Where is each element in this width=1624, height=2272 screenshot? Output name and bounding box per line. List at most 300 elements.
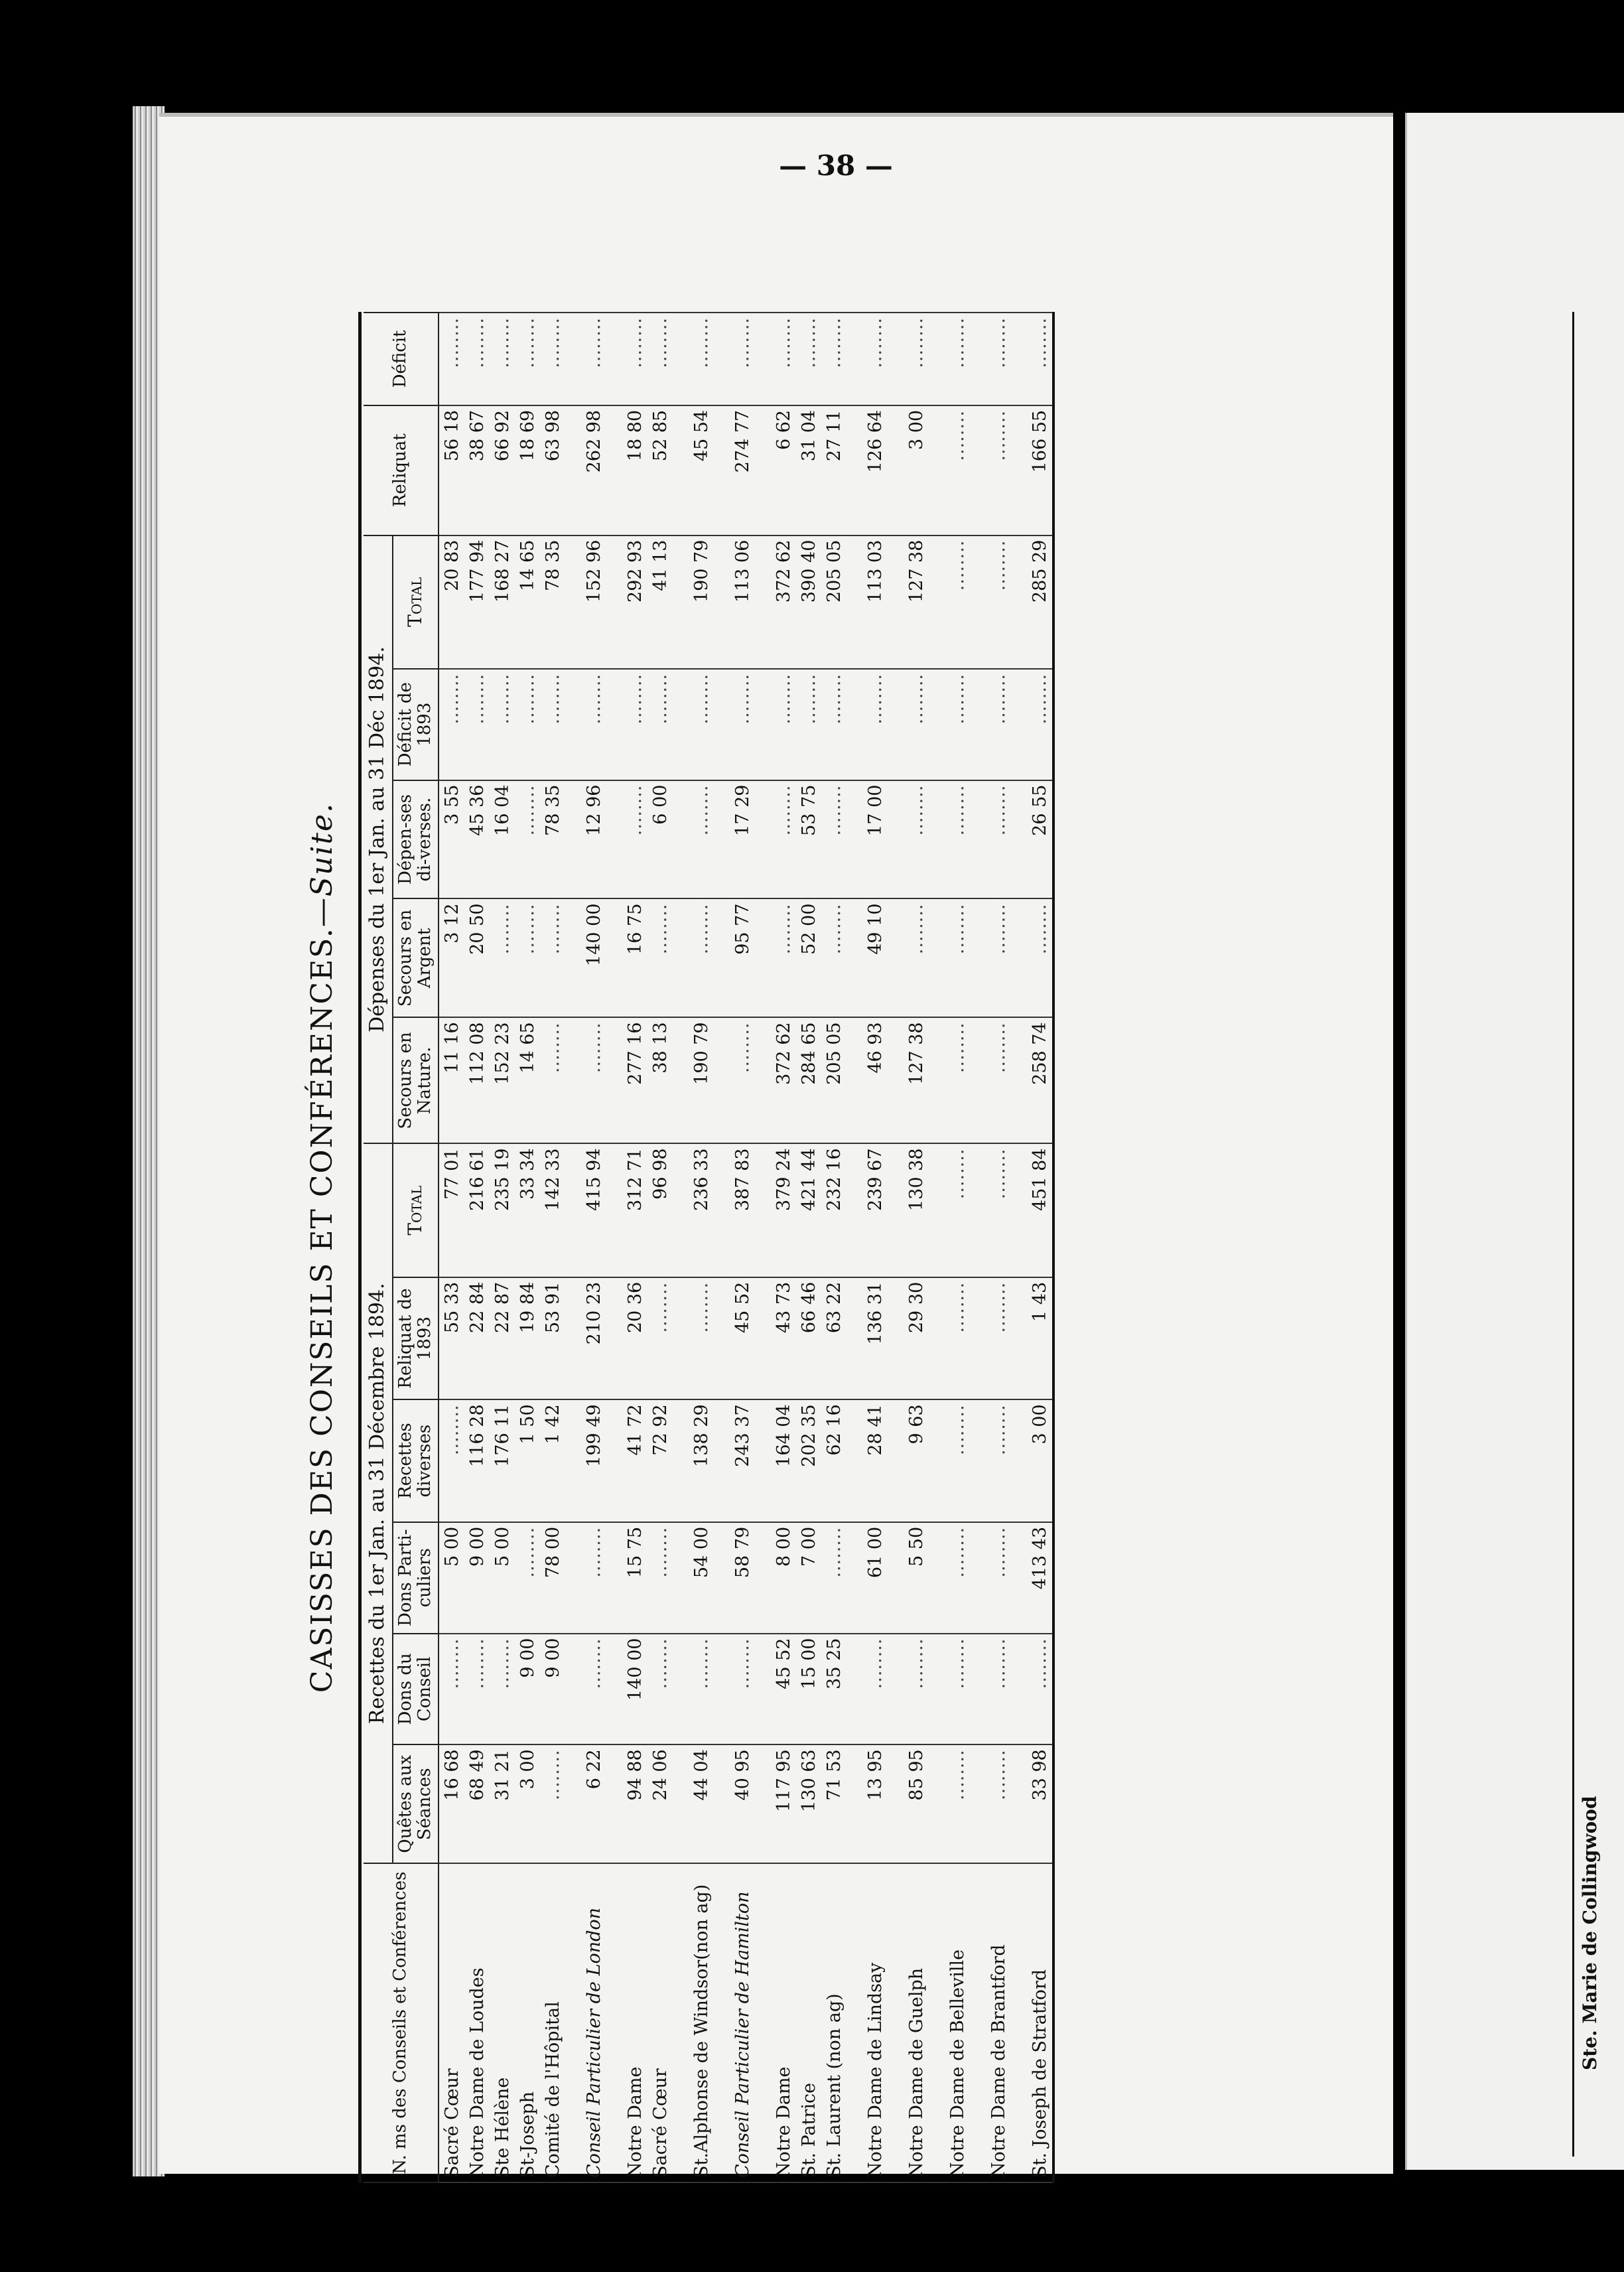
- cell-dep-div: 45 36: [464, 780, 490, 899]
- header-dons-particuliers: Dons Parti-culiers: [393, 1522, 439, 1634]
- cell-total-rec: 232 16: [821, 1143, 846, 1277]
- cell-reliquat: ........: [986, 405, 1011, 535]
- cell-deficit: ........: [581, 313, 606, 405]
- cell-dons-part: 8 00: [771, 1522, 796, 1634]
- cell-dons-conseil: ........: [945, 1634, 970, 1745]
- cell-reliquat93: ........: [945, 1277, 970, 1400]
- cell-sec-nat: 46 93: [862, 1017, 888, 1143]
- cell-dons-part: 9 00: [464, 1522, 490, 1634]
- cell-deficit: ........: [1027, 313, 1053, 405]
- header-quetes: Quêtes aux Séances: [393, 1744, 439, 1863]
- right-page-rule: [1572, 312, 1574, 2157]
- spacer-cell: [846, 1522, 862, 1634]
- cell-dons-conseil: 9 00: [540, 1634, 565, 1745]
- row-spacer: [673, 313, 689, 2182]
- cell-total-rec: 387 83: [730, 1143, 755, 1277]
- spacer-cell: [846, 1143, 862, 1277]
- cell-def93: ........: [464, 669, 490, 780]
- cell-sec-arg: ........: [515, 898, 540, 1017]
- spacer-cell: [755, 535, 771, 669]
- spacer-cell: [714, 780, 730, 899]
- cell-reliquat93: 22 84: [464, 1277, 490, 1400]
- cell-def93: ........: [730, 669, 755, 780]
- cell-sec-arg: ........: [904, 898, 929, 1017]
- cell-dons-conseil: ........: [464, 1634, 490, 1745]
- cell-quetes: 71 53: [821, 1744, 846, 1863]
- spacer-cell: [929, 1143, 945, 1277]
- table-row: [1027, 313, 1053, 2182]
- cell-deficit: ........: [730, 313, 755, 405]
- cell-def93: ........: [821, 669, 846, 780]
- spacer-cell: [888, 780, 904, 899]
- spacer-cell: [565, 1863, 581, 2182]
- cell-dep-div: 12 96: [581, 780, 606, 899]
- cell-total-rec: 130 38: [904, 1143, 929, 1277]
- spacer-cell: [970, 669, 986, 780]
- cell-total-rec: 312 71: [622, 1143, 647, 1277]
- spacer-cell: [565, 535, 581, 669]
- spacer-cell: [929, 405, 945, 535]
- spacer-cell: [970, 1277, 986, 1400]
- spacer-cell: [846, 313, 862, 405]
- spacer-cell: [606, 1277, 622, 1400]
- cell-total-dep: 78 35: [540, 535, 565, 669]
- cell-quetes: 117 95: [771, 1744, 796, 1863]
- cell-rec-div: 62 16: [821, 1399, 846, 1522]
- cell-dons-part: 54 00: [689, 1522, 714, 1634]
- cell-dons-conseil: 9 00: [515, 1634, 540, 1745]
- cell-total-dep: 292 93: [622, 535, 647, 669]
- cell-rec-div: 199 49: [581, 1399, 606, 1522]
- cell-dons-part: ........: [821, 1522, 846, 1634]
- rotated-table-block: [305, 312, 1327, 2183]
- cell-quetes: 85 95: [904, 1744, 929, 1863]
- spacer-cell: [755, 780, 771, 899]
- cell-deficit: ........: [689, 313, 714, 405]
- cell-dep-div: ........: [986, 780, 1011, 899]
- spacer-cell: [755, 1522, 771, 1634]
- spacer-cell: [846, 535, 862, 669]
- cell-deficit: ........: [821, 313, 846, 405]
- cell-rec-div: 116 28: [464, 1399, 490, 1522]
- cell-total-rec: 421 44: [796, 1143, 821, 1277]
- row-spacer: [565, 313, 581, 2182]
- spacer-cell: [846, 1017, 862, 1143]
- cell-rec-div: 41 72: [622, 1399, 647, 1522]
- spacer-cell: [673, 405, 689, 535]
- cell-reliquat93: 55 33: [439, 1277, 464, 1400]
- spacer-cell: [755, 1634, 771, 1745]
- header-receipts-group: Recettes du 1er Jan. au 31 Décembre 1894.: [364, 1143, 393, 1863]
- cell-dons-conseil: ........: [1027, 1634, 1053, 1745]
- cell-deficit: ........: [986, 313, 1011, 405]
- cell-sec-nat: 14 65: [515, 1017, 540, 1143]
- cell-dep-div: ........: [622, 780, 647, 899]
- cell-def93: ........: [490, 669, 515, 780]
- cell-sec-nat: 38 13: [647, 1017, 673, 1143]
- title-text: CASISSES DES CONSEILS ET CONFÉRENCES.: [305, 927, 339, 1693]
- spacer-cell: [565, 1744, 581, 1863]
- spacer-cell: [929, 1522, 945, 1634]
- title-suffix: —Suite.: [305, 802, 339, 928]
- spacer-cell: [714, 1634, 730, 1745]
- cell-rec-div: 28 41: [862, 1399, 888, 1522]
- cell-dons-part: 61 00: [862, 1522, 888, 1634]
- spacer-cell: [846, 405, 862, 535]
- spacer-cell: [1011, 780, 1027, 899]
- cell-total-rec: ........: [945, 1143, 970, 1277]
- spacer-cell: [565, 1277, 581, 1400]
- cell-reliquat: 31 04: [796, 405, 821, 535]
- conference-name: Notre Dame: [622, 1863, 647, 2182]
- header-total-recettes: Total: [393, 1143, 439, 1277]
- cell-reliquat: 45 54: [689, 405, 714, 535]
- cell-sec-nat: 11 16: [439, 1017, 464, 1143]
- cell-total-dep: 113 06: [730, 535, 755, 669]
- row-spacer: [970, 313, 986, 2182]
- cell-def93: ........: [439, 669, 464, 780]
- cell-total-dep: 372 62: [771, 535, 796, 669]
- spacer-cell: [970, 1143, 986, 1277]
- table-row: [622, 313, 647, 2182]
- table-row: [647, 313, 673, 2182]
- cell-total-dep: 390 40: [796, 535, 821, 669]
- spacer-cell: [846, 1634, 862, 1745]
- spacer-cell: [673, 1744, 689, 1863]
- cell-total-rec: 379 24: [771, 1143, 796, 1277]
- cell-quetes: ........: [540, 1744, 565, 1863]
- spacer-cell: [846, 780, 862, 899]
- spacer-cell: [673, 780, 689, 899]
- cell-sec-arg: 20 50: [464, 898, 490, 1017]
- cell-def93: ........: [986, 669, 1011, 780]
- conference-name: St. Joseph de Stratford: [1027, 1863, 1053, 2182]
- cell-reliquat93: 136 31: [862, 1277, 888, 1400]
- cell-deficit: ........: [439, 313, 464, 405]
- cell-sec-nat: 112 08: [464, 1017, 490, 1143]
- spacer-cell: [929, 669, 945, 780]
- spacer-cell: [846, 669, 862, 780]
- cell-quetes: 13 95: [862, 1744, 888, 1863]
- cell-rec-div: 164 04: [771, 1399, 796, 1522]
- header-dons-conseil: Dons du Conseil: [393, 1634, 439, 1745]
- cell-dons-conseil: ........: [581, 1634, 606, 1745]
- cell-dep-div: ........: [771, 780, 796, 899]
- table-row: [464, 313, 490, 2182]
- cell-dons-part: 5 00: [439, 1522, 464, 1634]
- cell-reliquat: 38 67: [464, 405, 490, 535]
- cell-dons-part: ........: [581, 1522, 606, 1634]
- cell-rec-div: 202 35: [796, 1399, 821, 1522]
- cell-sec-arg: ........: [1027, 898, 1053, 1017]
- spacer-cell: [970, 780, 986, 899]
- cell-dons-part: ........: [986, 1522, 1011, 1634]
- spacer-cell: [846, 898, 862, 1017]
- cell-sec-arg: ........: [540, 898, 565, 1017]
- spacer-cell: [714, 1522, 730, 1634]
- spacer-cell: [929, 1017, 945, 1143]
- header-deficit-1893: Déficit de 1893: [393, 669, 439, 780]
- cell-dons-part: 5 50: [904, 1522, 929, 1634]
- conference-name: Comité de l'Hôpital: [540, 1863, 565, 2182]
- conference-name: Notre Dame de Loudes: [464, 1863, 490, 2182]
- cell-reliquat: 18 69: [515, 405, 540, 535]
- cell-reliquat: ........: [945, 405, 970, 535]
- cell-deficit: ........: [622, 313, 647, 405]
- conference-name: Notre Dame de Brantford: [986, 1863, 1011, 2182]
- cell-reliquat93: 63 22: [821, 1277, 846, 1400]
- cell-sec-nat: 277 16: [622, 1017, 647, 1143]
- cell-sec-nat: 372 62: [771, 1017, 796, 1143]
- spacer-cell: [888, 1522, 904, 1634]
- cell-rec-div: ........: [439, 1399, 464, 1522]
- spacer-cell: [970, 1399, 986, 1522]
- cell-total-rec: 142 33: [540, 1143, 565, 1277]
- spacer-cell: [929, 1277, 945, 1400]
- cell-total-rec: ........: [986, 1143, 1011, 1277]
- cell-total-rec: 451 84: [1027, 1143, 1053, 1277]
- conference-name: Sacré Cœur: [647, 1863, 673, 2182]
- cell-dons-part: 5 00: [490, 1522, 515, 1634]
- cell-sec-arg: 49 10: [862, 898, 888, 1017]
- cell-reliquat: 63 98: [540, 405, 565, 535]
- table-row: [821, 313, 846, 2182]
- spacer-cell: [888, 1744, 904, 1863]
- cell-dep-div: 17 00: [862, 780, 888, 899]
- cell-reliquat93: 45 52: [730, 1277, 755, 1400]
- cell-quetes: 3 00: [515, 1744, 540, 1863]
- cell-dons-conseil: ........: [986, 1634, 1011, 1745]
- cell-total-dep: 152 96: [581, 535, 606, 669]
- cell-rec-div: 138 29: [689, 1399, 714, 1522]
- spacer-cell: [929, 1399, 945, 1522]
- cell-total-dep: ........: [986, 535, 1011, 669]
- spacer-cell: [1011, 1634, 1027, 1745]
- table-row: [540, 313, 565, 2182]
- cell-deficit: ........: [540, 313, 565, 405]
- cell-rec-div: ........: [986, 1399, 1011, 1522]
- cell-dep-div: ........: [689, 780, 714, 899]
- spacer-cell: [888, 669, 904, 780]
- spacer-cell: [1011, 313, 1027, 405]
- cell-quetes: 24 06: [647, 1744, 673, 1863]
- row-spacer: [846, 313, 862, 2182]
- cell-def93: ........: [904, 669, 929, 780]
- header-names: N. ms des Conseils et Conférences: [364, 1863, 439, 2182]
- cell-sec-arg: ........: [986, 898, 1011, 1017]
- cell-def93: ........: [862, 669, 888, 780]
- cell-total-dep: 127 38: [904, 535, 929, 669]
- spacer-cell: [970, 898, 986, 1017]
- cell-reliquat93: 66 46: [796, 1277, 821, 1400]
- spacer-cell: [673, 1277, 689, 1400]
- spacer-cell: [606, 669, 622, 780]
- cell-sec-arg: ........: [945, 898, 970, 1017]
- header-reliquat: Reliquat: [364, 405, 439, 535]
- table-row: [515, 313, 540, 2182]
- cell-quetes: ........: [986, 1744, 1011, 1863]
- cell-dep-div: ........: [945, 780, 970, 899]
- spacer-cell: [970, 1634, 986, 1745]
- cell-dons-conseil: ........: [647, 1634, 673, 1745]
- spacer-cell: [714, 535, 730, 669]
- cell-dep-div: 17 29: [730, 780, 755, 899]
- table-row: [490, 313, 515, 2182]
- cell-sec-nat: ........: [945, 1017, 970, 1143]
- conference-name: Notre Dame: [771, 1863, 796, 2182]
- spacer-cell: [846, 1277, 862, 1400]
- cell-sec-arg: 95 77: [730, 898, 755, 1017]
- spacer-cell: [714, 669, 730, 780]
- conference-name: Notre Dame de Belleville: [945, 1863, 970, 2182]
- spacer-cell: [1011, 1017, 1027, 1143]
- cell-deficit: ........: [904, 313, 929, 405]
- cell-total-dep: ........: [945, 535, 970, 669]
- cell-dep-div: 16 04: [490, 780, 515, 899]
- spacer-cell: [755, 1863, 771, 2182]
- conference-name: Notre Dame de Guelph: [904, 1863, 929, 2182]
- cell-reliquat: 166 55: [1027, 405, 1053, 535]
- cell-dep-div: 3 55: [439, 780, 464, 899]
- header-expenses-group: Dépenses du 1er Jan. au 31 Déc 1894.: [364, 535, 393, 1144]
- cell-dep-div: ........: [904, 780, 929, 899]
- cell-deficit: ........: [515, 313, 540, 405]
- table-row: [796, 313, 821, 2182]
- cell-dons-conseil: ........: [730, 1634, 755, 1745]
- spacer-cell: [606, 313, 622, 405]
- spacer-cell: [1011, 1399, 1027, 1522]
- table-row: [945, 313, 970, 2182]
- spacer-cell: [714, 405, 730, 535]
- cell-reliquat: 27 11: [821, 405, 846, 535]
- cell-sec-arg: ........: [821, 898, 846, 1017]
- cell-sec-nat: ........: [540, 1017, 565, 1143]
- conference-name: Conseil Particulier de London: [581, 1863, 606, 2182]
- spacer-cell: [888, 1277, 904, 1400]
- spacer-cell: [846, 1399, 862, 1522]
- cell-dons-conseil: ........: [689, 1634, 714, 1745]
- cell-def93: ........: [945, 669, 970, 780]
- cell-deficit: ........: [796, 313, 821, 405]
- spacer-cell: [929, 313, 945, 405]
- cell-dep-div: 6 00: [647, 780, 673, 899]
- spacer-cell: [1011, 898, 1027, 1017]
- cell-total-dep: 190 79: [689, 535, 714, 669]
- cell-total-dep: 41 13: [647, 535, 673, 669]
- cell-sec-nat: 258 74: [1027, 1017, 1053, 1143]
- spacer-cell: [755, 1399, 771, 1522]
- cell-rec-div: 3 00: [1027, 1399, 1053, 1522]
- cell-sec-nat: ........: [730, 1017, 755, 1143]
- cell-reliquat: 262 98: [581, 405, 606, 535]
- spacer-cell: [888, 1017, 904, 1143]
- cell-reliquat: 126 64: [862, 405, 888, 535]
- table-row: [689, 313, 714, 2182]
- spacer-cell: [929, 780, 945, 899]
- spacer-cell: [673, 1143, 689, 1277]
- cell-total-rec: 33 34: [515, 1143, 540, 1277]
- cell-reliquat: 18 80: [622, 405, 647, 535]
- cell-sec-arg: ........: [689, 898, 714, 1017]
- cell-reliquat93: 43 73: [771, 1277, 796, 1400]
- spacer-cell: [1011, 1744, 1027, 1863]
- header-secours-argent: Secours en Argent: [393, 898, 439, 1017]
- page-title: [305, 312, 339, 2183]
- conference-name: St-Joseph: [515, 1863, 540, 2182]
- table-row: [862, 313, 888, 2182]
- cell-sec-nat: ........: [581, 1017, 606, 1143]
- header-rule: [358, 312, 362, 2183]
- cell-reliquat: 52 85: [647, 405, 673, 535]
- cell-quetes: 44 04: [689, 1744, 714, 1863]
- cell-reliquat93: 29 30: [904, 1277, 929, 1400]
- spacer-cell: [673, 1522, 689, 1634]
- spacer-cell: [1011, 1143, 1027, 1277]
- cell-sec-nat: 205 05: [821, 1017, 846, 1143]
- cell-rec-div: 176 11: [490, 1399, 515, 1522]
- cell-sec-arg: 140 00: [581, 898, 606, 1017]
- table-row: [439, 313, 464, 2182]
- spacer-cell: [565, 898, 581, 1017]
- spacer-cell: [714, 898, 730, 1017]
- spacer-cell: [846, 1863, 862, 2182]
- spacer-cell: [755, 898, 771, 1017]
- cell-reliquat: 274 77: [730, 405, 755, 535]
- table-row: [730, 313, 755, 2182]
- spacer-cell: [714, 1744, 730, 1863]
- cell-quetes: 33 98: [1027, 1744, 1053, 1863]
- cell-dons-conseil: ........: [904, 1634, 929, 1745]
- cell-dons-part: 15 75: [622, 1522, 647, 1634]
- cell-deficit: ........: [647, 313, 673, 405]
- cell-total-rec: 236 33: [689, 1143, 714, 1277]
- cell-deficit: ........: [490, 313, 515, 405]
- spacer-cell: [714, 1277, 730, 1400]
- conference-name: St. Laurent (non ag): [821, 1863, 846, 2182]
- cell-quetes: 68 49: [464, 1744, 490, 1863]
- cell-rec-div: 9 63: [904, 1399, 929, 1522]
- cell-reliquat: 56 18: [439, 405, 464, 535]
- spacer-cell: [673, 1017, 689, 1143]
- cell-sec-arg: ........: [771, 898, 796, 1017]
- cell-def93: ........: [689, 669, 714, 780]
- cell-def93: ........: [796, 669, 821, 780]
- cell-dons-part: 413 43: [1027, 1522, 1053, 1634]
- cell-reliquat93: 22 87: [490, 1277, 515, 1400]
- cell-reliquat93: 1 43: [1027, 1277, 1053, 1400]
- row-spacer: [606, 313, 622, 2182]
- header-deficit: Déficit: [364, 313, 439, 405]
- cell-total-rec: 77 01: [439, 1143, 464, 1277]
- spacer-cell: [970, 1744, 986, 1863]
- spacer-cell: [565, 1522, 581, 1634]
- spacer-cell: [888, 313, 904, 405]
- spacer-cell: [1011, 1522, 1027, 1634]
- cell-total-rec: 216 61: [464, 1143, 490, 1277]
- spacer-cell: [929, 898, 945, 1017]
- cell-sec-arg: 3 12: [439, 898, 464, 1017]
- cell-dons-conseil: ........: [862, 1634, 888, 1745]
- page-number: — 38 —: [779, 149, 893, 182]
- spacer-cell: [565, 1143, 581, 1277]
- spacer-cell: [673, 1634, 689, 1745]
- table-row: [581, 313, 606, 2182]
- cell-quetes: 130 63: [796, 1744, 821, 1863]
- header-reliquat-1893: Reliquat de 1893: [393, 1277, 439, 1400]
- cell-reliquat93: 53 91: [540, 1277, 565, 1400]
- spacer-cell: [755, 1017, 771, 1143]
- cell-dep-div: ........: [515, 780, 540, 899]
